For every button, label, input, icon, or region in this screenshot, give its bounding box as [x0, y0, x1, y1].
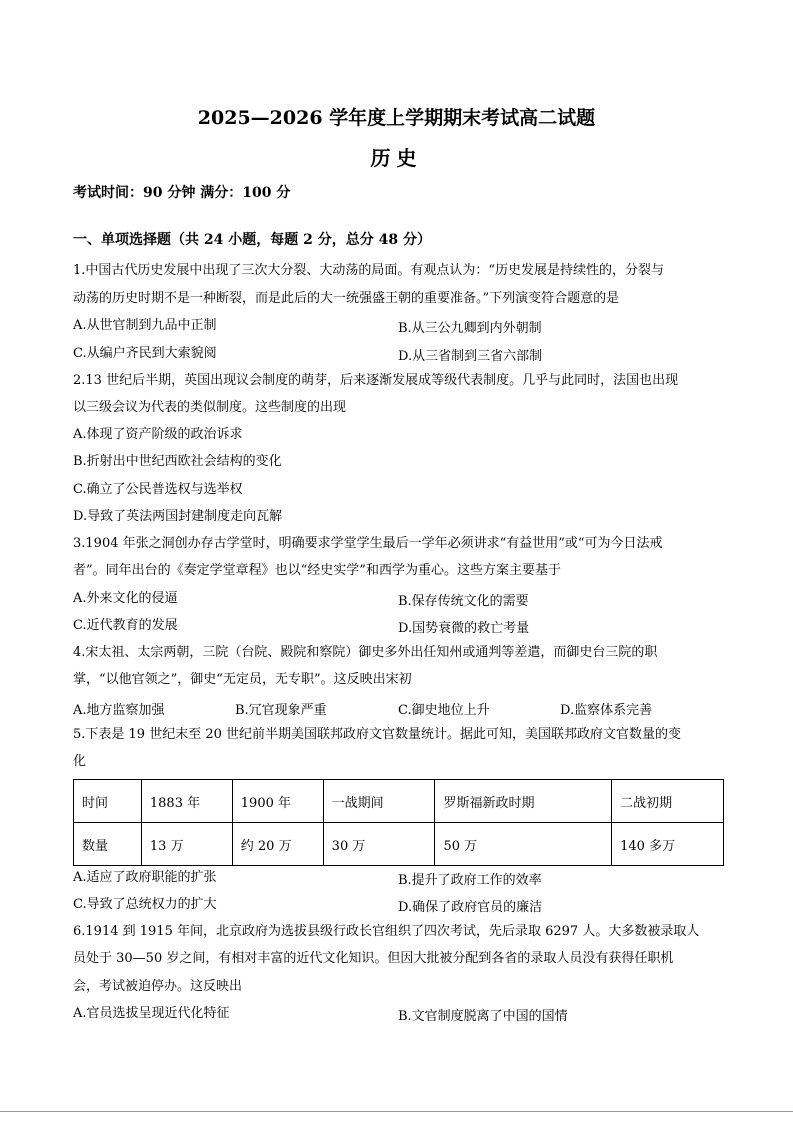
q5-stem-line: 化: [73, 754, 87, 769]
q6-option-a: A.官员选拔呈现近代化特征: [73, 1006, 230, 1021]
q4-option-b: B.冗官现象严重: [235, 703, 327, 718]
q1-option-d: D.从三省制到三省六部制: [398, 349, 543, 364]
q6-stem-line: 6.1914 到 1915 年间，北京政府为选拔县级行政长官组织了四次考试，先后录取 6297 人。大多数被录取人: [73, 924, 700, 939]
exam-meta: 考试时间：90 分钟 满分：100 分: [73, 185, 291, 201]
table-cell: 罗斯福新政时期: [435, 780, 612, 823]
q5-option-d: D.确保了政府官员的廉洁: [398, 900, 543, 915]
q2-option-c: C.确立了公民普选权与选举权: [73, 482, 243, 497]
table-cell: 30 万: [323, 823, 435, 866]
q6-stem-line: 会，考试被迫停办。这反映出: [73, 979, 243, 994]
q5-option-b: B.提升了政府工作的效率: [398, 873, 542, 888]
section-heading: 一、单项选择题（共 24 小题，每题 2 分，总分 48 分）: [73, 232, 431, 248]
table-cell: 140 多万: [612, 823, 724, 866]
q4-option-d: D.监察体系完善: [560, 703, 653, 718]
q3-stem-line: 者”。同年出台的《奏定学堂章程》也以“经史实学”和西学为重心。这些方案主要基于: [73, 563, 561, 578]
table-cell: 1900 年: [232, 780, 323, 823]
q2-stem-line: 以三级会议为代表的类似制度。这些制度的出现: [73, 400, 347, 415]
q1-stem-line: 动荡的历史时期不是一种断裂，而是此后的大一统强盛王朝的重要准备。”下列演变符合题意的是: [73, 291, 620, 306]
page-bottom-rule: [0, 1111, 793, 1112]
table-cell: 约 20 万: [232, 823, 323, 866]
q3-option-a: A.外来文化的侵逼: [73, 591, 178, 606]
table-cell: 数量: [74, 823, 142, 866]
q4-option-a: A.地方监察加强: [73, 703, 165, 718]
q5-option-a: A.适应了政府职能的扩张: [73, 870, 217, 885]
table-cell: 1883 年: [141, 780, 232, 823]
q4-stem-line: 4.宋太祖、太宗两朝，三院（台院、殿院和察院）御史多外出任知州或通判等差遣，而御史台三院的职: [73, 645, 658, 660]
q3-stem-line: 3.1904 年张之洞创办存古学堂时，明确要求学堂学生最后一学年必须讲求“有益世用”或“可为今日法戒: [73, 536, 663, 551]
q6-stem-line: 员处于 30—50 岁之间，有相对丰富的近代文化知识。但因大批被分配到各省的录取人员没有获得任职机: [73, 951, 674, 966]
q6-option-b: B.文官制度脱离了中国的国情: [398, 1009, 568, 1024]
subject-title: 历史: [370, 146, 423, 170]
q1-option-b: B.从三公九卿到内外朝制: [398, 321, 542, 336]
q2-stem-line: 2.13 世纪后半期，英国出现议会制度的萌芽，后来逐渐发展成等级代表制度。几乎与此同时，法国也出现: [73, 373, 679, 388]
table-cell: 50 万: [435, 823, 612, 866]
q4-stem-line: 掌，“以他官领之”，御史“无定员，无专职”。这反映出宋初: [73, 672, 412, 687]
exam-title: 2025—2026 学年度上学期期末考试高二试题: [197, 107, 596, 129]
table-row: [74, 823, 724, 866]
q2-option-b: B.折射出中世纪西欧社会结构的变化: [73, 454, 282, 469]
table-cell: 13 万: [141, 823, 232, 866]
table-header-row: [74, 780, 724, 823]
q1-option-c: C.从编户齐民到大索貌阅: [73, 346, 217, 361]
q2-option-d: D.导致了英法两国封建制度走向瓦解: [73, 509, 283, 524]
q2-option-a: A.体现了资产阶级的政治诉求: [73, 427, 243, 442]
table-cell: 时间: [74, 780, 142, 823]
table-cell: 二战初期: [612, 780, 724, 823]
q3-option-c: C.近代教育的发展: [73, 618, 178, 633]
q1-stem-line: 1.中国古代历史发展中出现了三次大分裂、大动荡的局面。有观点认为：“历史发展是持续性的，分裂与: [73, 263, 665, 278]
table-cell: 一战期间: [323, 780, 435, 823]
q3-option-d: D.国势衰微的救亡考量: [398, 621, 530, 636]
q5-stem-line: 5.下表是 19 世纪末至 20 世纪前半期美国联邦政府文官数量统计。据此可知，美国联邦政府文官数量的变: [73, 727, 682, 742]
q4-option-c: C.御史地位上升: [398, 703, 490, 718]
q3-option-b: B.保存传统文化的需要: [398, 594, 529, 609]
q1-option-a: A.从世官制到九品中正制: [73, 318, 217, 333]
q5-option-c: C.导致了总统权力的扩大: [73, 897, 217, 912]
civil-servant-table: [73, 779, 724, 866]
